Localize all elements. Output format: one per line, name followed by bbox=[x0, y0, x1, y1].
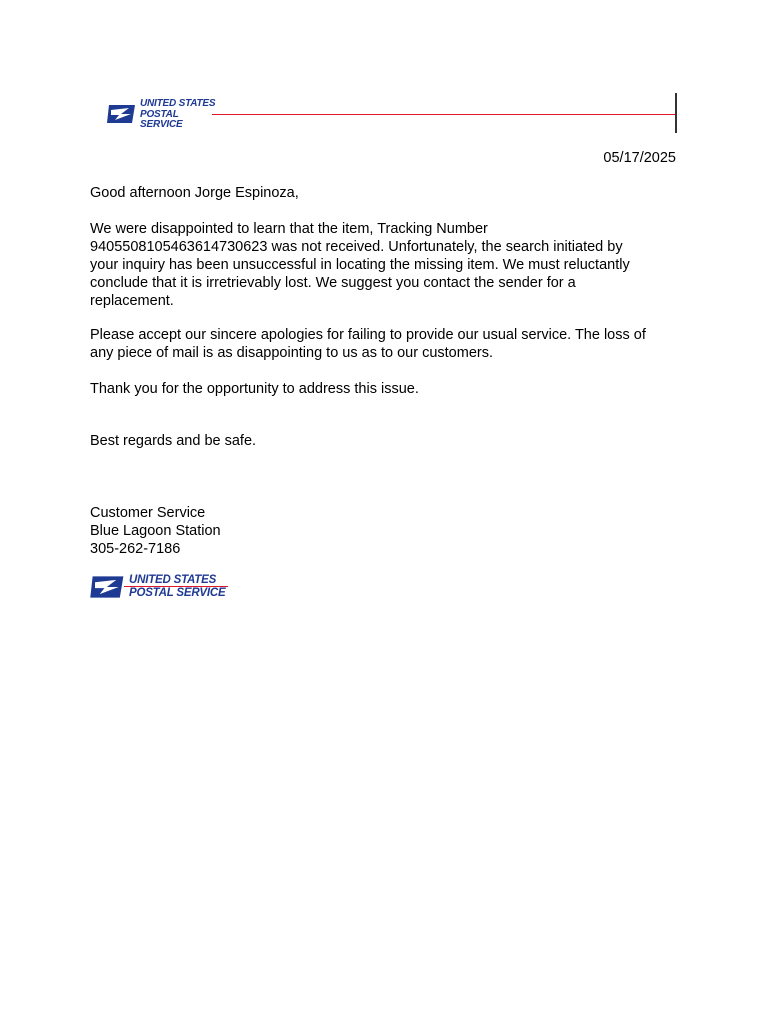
signature-station: Blue Lagoon Station bbox=[90, 523, 221, 539]
usps-eagle-icon bbox=[90, 574, 126, 600]
header-divider bbox=[212, 114, 676, 115]
greeting: Good afternoon Jorge Espinoza, bbox=[90, 185, 299, 201]
footer-logo-divider bbox=[124, 586, 228, 587]
paragraph-2 bbox=[90, 326, 646, 362]
usps-eagle-icon bbox=[107, 103, 137, 125]
logo-line-1: UNITED STATES bbox=[140, 97, 216, 109]
paragraph-1-line: replacement. bbox=[90, 293, 174, 309]
logo-line-2: POSTAL SERVICE bbox=[140, 108, 183, 130]
paragraph-1-line: 9405508105463614730623 was not received. Unfortunately, the search initiated by bbox=[90, 239, 623, 255]
footer-usps-logo bbox=[90, 572, 230, 602]
paragraph-2-line: Please accept our sincere apologies for failing to provide our usual service. The loss of bbox=[90, 327, 646, 343]
letter-date: 05/17/2025 bbox=[603, 150, 676, 166]
logo-line-2: POSTAL SERVICE bbox=[129, 587, 226, 599]
paragraph-3: Thank you for the opportunity to address this issue. bbox=[90, 381, 419, 397]
paragraph-1 bbox=[90, 220, 630, 310]
closing: Best regards and be safe. bbox=[90, 433, 257, 449]
header-usps-logo bbox=[107, 97, 219, 130]
paragraph-1-line: conclude that it is irretrievably lost. We suggest you contact the sender for a bbox=[90, 275, 576, 291]
paragraph-2-line: any piece of mail is as disappointing to us as to our customers. bbox=[90, 345, 493, 361]
paragraph-1-line: We were disappointed to learn that the item, Tracking Number bbox=[90, 221, 488, 237]
signature-department: Customer Service bbox=[90, 505, 206, 521]
header-vertical-bar bbox=[675, 93, 677, 133]
paragraph-1-line: your inquiry has been unsuccessful in locating the missing item. We must reluctantly bbox=[90, 257, 630, 273]
logo-line-1: UNITED STATES bbox=[129, 573, 217, 586]
signature-phone: 305-262-7186 bbox=[90, 541, 181, 557]
